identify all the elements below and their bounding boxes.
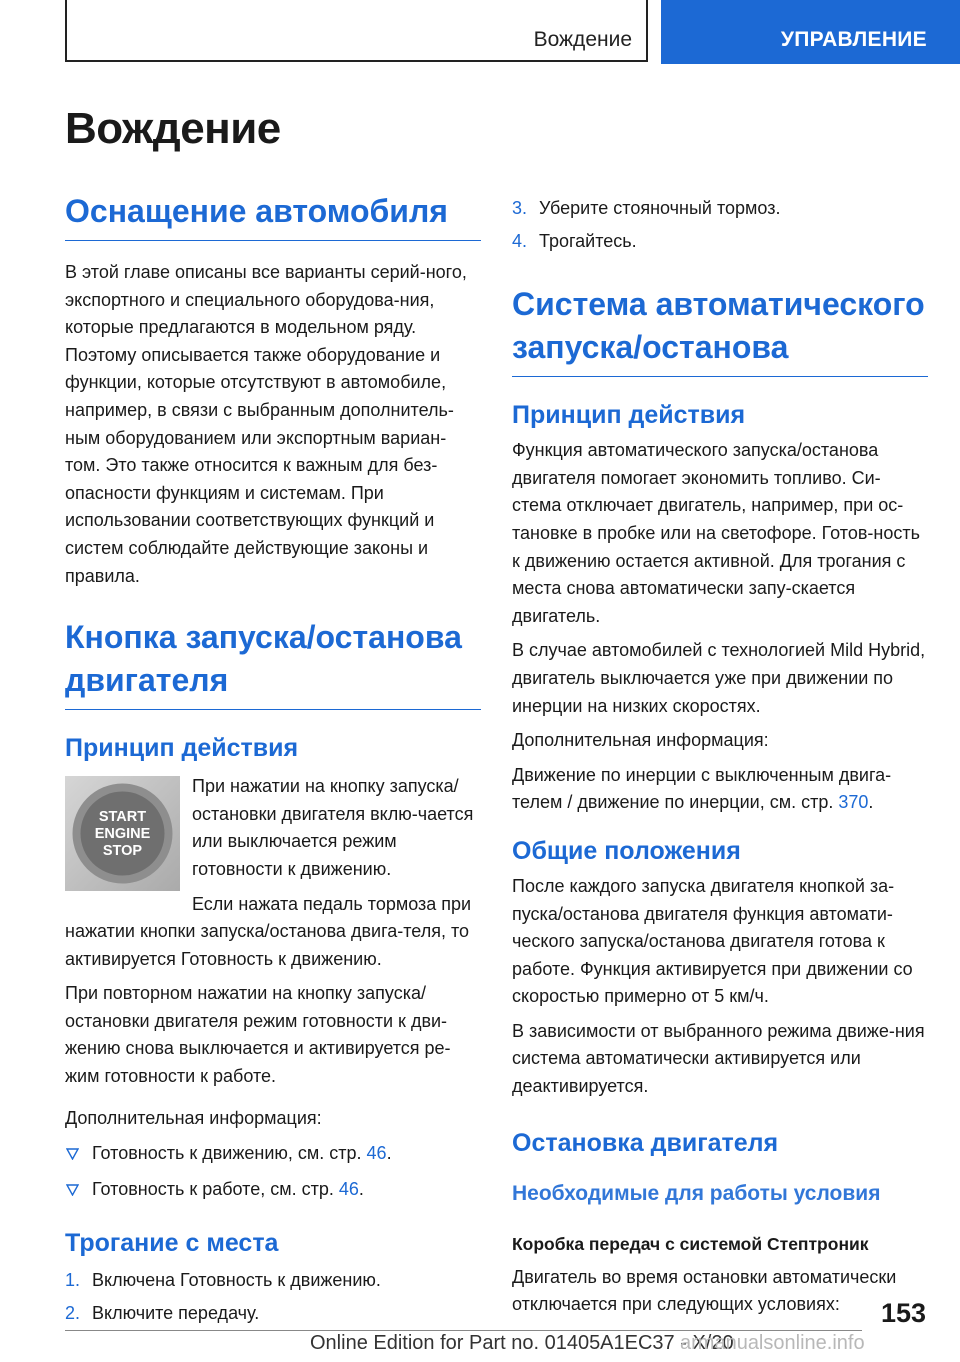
subsection-title-principle: Принцип действия [65, 734, 299, 763]
auto-principle-text-2: В случае автомобилей с технологией Mild Hybrid, двигатель выключается уже при движении по инерции на низких скоростях. [512, 640, 926, 716]
header-section-label: Вождение [533, 28, 632, 51]
watermark: armanualsonline.info [680, 1332, 865, 1354]
button-label-stop: STOP [102, 843, 143, 860]
step-number: 1. [65, 1270, 81, 1291]
page-link-370[interactable]: 370 [838, 792, 869, 813]
more-info-label: Дополнительная информация: [65, 1107, 322, 1128]
start-stop-button-image [65, 776, 180, 891]
subsection-title-starting-off: Трогание с места [65, 1229, 279, 1258]
footer-divider [65, 1330, 862, 1331]
coasting-text: Движение по инерции с выключенным двига-телем / движение по инерции, см. стр. [512, 764, 892, 813]
list-item [65, 1300, 481, 1328]
starting-steps [65, 1267, 481, 1327]
steptronic-text: Двигатель во время остановки автоматически отключается при следующих условиях: [512, 1266, 897, 1315]
coasting-reference [512, 762, 928, 817]
button-label-engine: ENGINE [94, 826, 151, 843]
auto-principle-text-1: Функция автоматического запуска/останова двигателя помогает экономить топливо. Си-стема отключает двигатель, например, при ос-тановке в пробке или на светофоре. Готов-ность к движению остается активной. Для трогания с места снова автоматически запу-скается двигатель. [512, 440, 920, 626]
header-category-tab [661, 0, 960, 64]
step-text: Включите передачу. [92, 1303, 260, 1324]
step-number: 3. [512, 198, 528, 218]
triangle-bullet-icon [66, 1148, 79, 1160]
start-engine-stop-button-icon [65, 776, 180, 891]
subsection-title-conditions: Необходимые для работы условия [512, 1181, 881, 1205]
page-link-46[interactable]: 46 [338, 1178, 359, 1199]
right-column [512, 190, 928, 1319]
principle-text-3: При повторном нажатии на кнопку запуска/ остановки двигателя режим готовности к дви-жению снова выключается и активируется ре-жим готовности к работе. [65, 983, 451, 1087]
list-item [512, 228, 928, 256]
page-number: 153 [880, 1298, 926, 1328]
bullet-text: Готовность к работе, см. стр. [92, 1178, 339, 1199]
principle-text-2: Если нажата педаль тормоза при нажатии кнопки запуска/останова двига-теля, то активируется Готовность к движению. [65, 893, 472, 969]
section-title-start-stop-button: Кнопка запуска/останова двигателя [65, 616, 481, 710]
coasting-end: . [868, 792, 874, 813]
step-text: Трогайтесь. [539, 230, 637, 251]
more-info-label: Дополнительная информация: [512, 730, 769, 751]
equipment-text: В этой главе описаны все варианты серий-ного, экспортного и специального оборудова-ния, которые предлагаются в модельном ряду. Поэтому описывается также оборудование и функции, которые отсутствуют в автомобиле, например, в связи с выбранным дополнитель-ным оборудованием или экспортным вариан-том. Это также относится к важным для без-опасности функциям и системам. При использовании соответствующих функций и систем соблюдайте действующие законы и правила. [65, 262, 467, 586]
bullet-end: . [358, 1178, 364, 1199]
left-column [65, 190, 481, 1328]
subsection-title-engine-stop: Остановка двигателя [512, 1128, 779, 1157]
button-label-start: START [98, 809, 147, 826]
footer-edition: Online Edition for Part no. 01405A1EC37 - X/20 [310, 1332, 734, 1354]
step-number: 4. [512, 230, 528, 251]
list-item [512, 195, 928, 223]
step-text: Уберите стояночный тормоз. [539, 198, 781, 218]
section-title-equipment: Оснащение автомобиля [65, 190, 481, 241]
more-info-list [65, 1140, 481, 1203]
bullet-end: . [386, 1143, 392, 1164]
principle-text-1: При нажатии на кнопку запуска/ остановки двигателя вклю-чается или выключается режим готовности к движению. [192, 776, 474, 879]
general-text-1: После каждого запуска двигателя кнопкой за-пуска/останова двигателя функция автомати-ческого запуска/останова двигателя готова к работе. Функция активируется при движении со скоростью примерно от 5 км/ч. [512, 875, 913, 1007]
subsection-title-principle: Принцип действия [512, 401, 746, 430]
bullet-text: Готовность к движению, см. стр. [92, 1143, 367, 1164]
step-text: Включена Готовность к движению. [92, 1270, 381, 1291]
list-item [65, 1176, 481, 1204]
header-section-tab [65, 0, 648, 62]
page-link-46[interactable]: 46 [366, 1143, 387, 1164]
triangle-bullet-icon [66, 1184, 79, 1196]
subsection-title-steptronic: Коробка передач с системой Стептроник [512, 1233, 869, 1254]
list-item [65, 1140, 481, 1168]
list-item [65, 1267, 481, 1295]
header-category-label: УПРАВЛЕНИЕ [780, 28, 927, 51]
start-stop-block [65, 773, 481, 973]
starting-steps-continued [512, 195, 928, 255]
section-title-auto-start-stop: Система автоматического запуска/останова [512, 283, 928, 377]
step-number: 2. [65, 1303, 81, 1324]
general-text-2: В зависимости от выбранного режима движе-ния система автоматически активируется или деактивируется. [512, 1020, 925, 1097]
subsection-title-general: Общие положения [512, 836, 741, 865]
page-title: Вождение [65, 104, 281, 153]
